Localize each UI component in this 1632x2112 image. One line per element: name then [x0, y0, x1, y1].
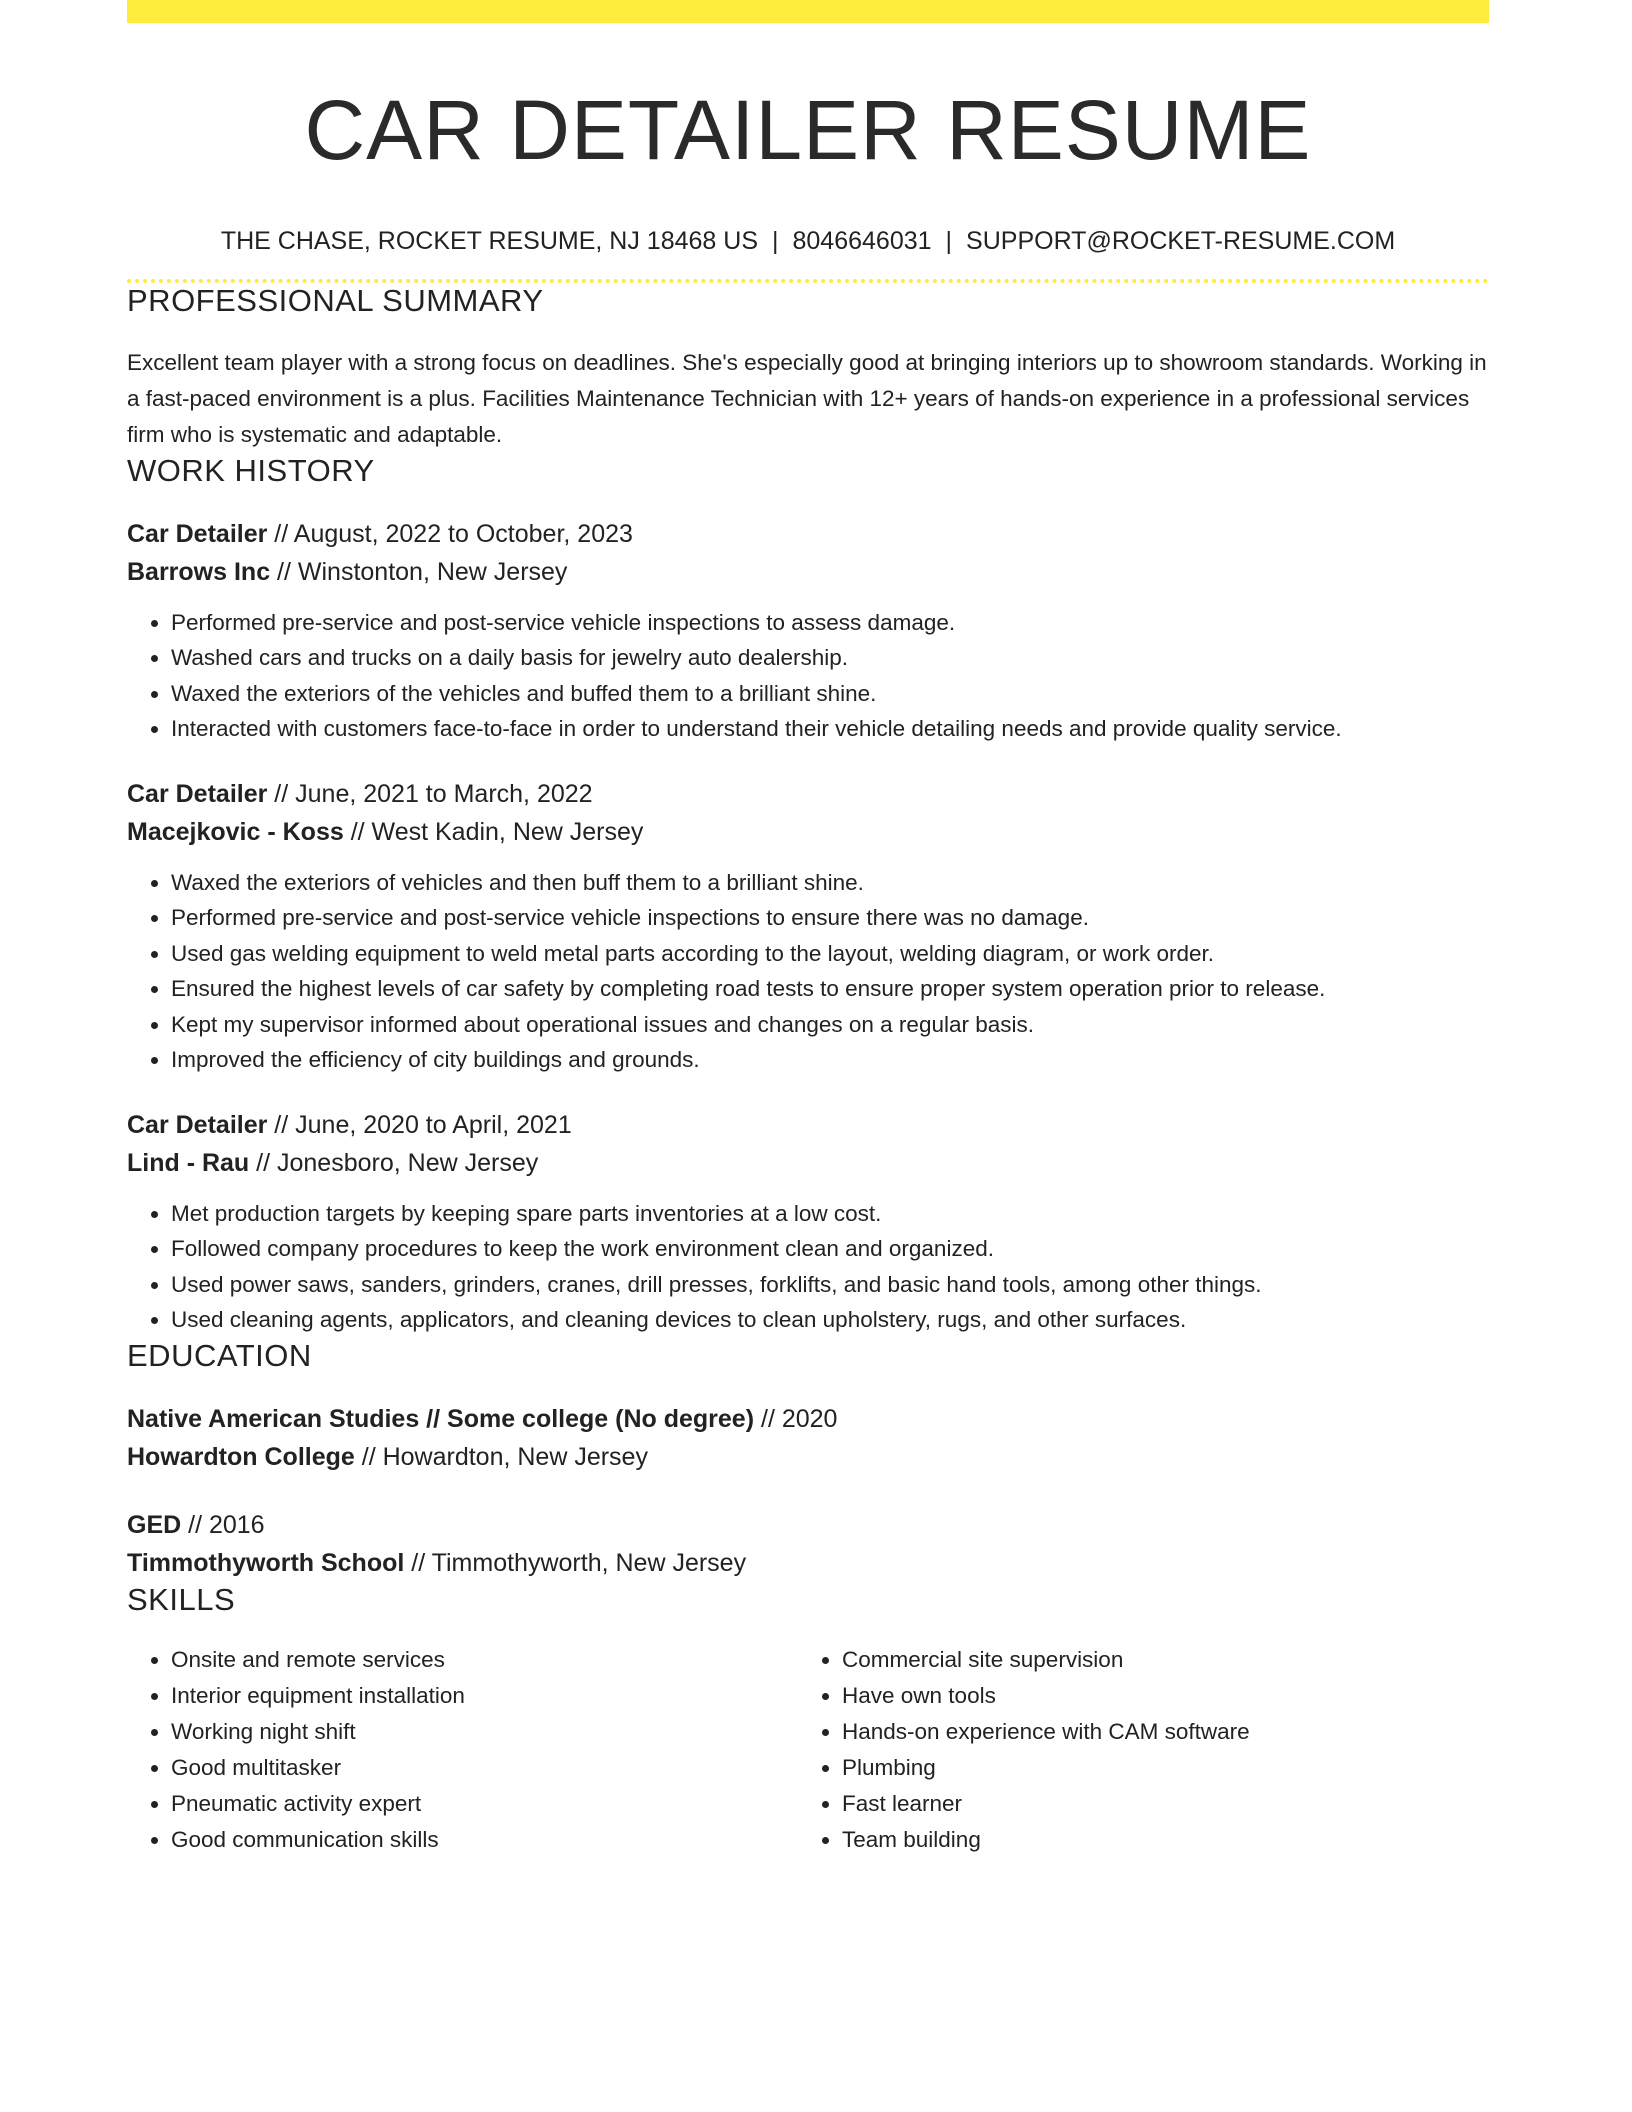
- skill-item: • Onsite and remote services: [171, 1642, 798, 1678]
- job-company: Lind - Rau: [127, 1148, 250, 1177]
- job-role: Car Detailer: [127, 1110, 268, 1139]
- job-dates: // June, 2021 to March, 2022: [267, 779, 593, 808]
- education-degree-line: [127, 1506, 1489, 1544]
- accent-top-bar: [127, 0, 1489, 23]
- list-item: • Met production targets by keeping spare parts inventories at a low cost.: [171, 1196, 1489, 1232]
- list-item: • Washed cars and trucks on a daily basis for jewelry auto dealership.: [171, 640, 1489, 676]
- education-degree: GED: [127, 1510, 182, 1539]
- job-role: Car Detailer: [127, 779, 268, 808]
- job-entry: [127, 1106, 1489, 1338]
- skill-item: • Team building: [842, 1822, 1469, 1858]
- education-school-line: [127, 1544, 1489, 1582]
- education-location: // Timmothyworth, New Jersey: [404, 1548, 747, 1577]
- list-item: • Waxed the exteriors of the vehicles and buffed them to a brilliant shine.: [171, 676, 1489, 712]
- skill-item: • Plumbing: [842, 1750, 1469, 1786]
- education-school: Timmothyworth School: [127, 1548, 405, 1577]
- contact-separator: |: [945, 226, 953, 255]
- education-year: // 2016: [181, 1510, 265, 1539]
- skill-item: • Good communication skills: [171, 1822, 798, 1858]
- resume-title: CAR DETAILER RESUME: [304, 83, 1312, 177]
- education-entry: [127, 1506, 1489, 1582]
- contact-line: [127, 225, 1489, 257]
- job-location: // West Kadin, New Jersey: [343, 817, 644, 846]
- summary-heading: PROFESSIONAL SUMMARY: [127, 282, 544, 318]
- skill-item: • Working night shift: [171, 1714, 798, 1750]
- list-item: • Used power saws, sanders, grinders, cranes, drill presses, forklifts, and basic hand tools, among other things.: [171, 1267, 1489, 1303]
- contact-separator: |: [772, 226, 779, 255]
- job-location: // Winstonton, New Jersey: [270, 557, 568, 586]
- job-title-line: [127, 515, 1489, 553]
- skills-list-right: [798, 1642, 1469, 1858]
- skill-item: • Hands-on experience with CAM software: [842, 1714, 1469, 1750]
- education-degree-line: [127, 1400, 1489, 1438]
- education-school: Howardton College: [127, 1442, 355, 1471]
- skills-columns: [127, 1642, 1489, 1858]
- education-location: // Howardton, New Jersey: [354, 1442, 648, 1471]
- contact-address: THE CHASE, ROCKET RESUME, NJ 18468 US: [220, 226, 758, 255]
- resume-page: [127, 0, 1489, 1858]
- job-duties-list: [127, 605, 1489, 747]
- list-item: • Interacted with customers face-to-face in order to understand their vehicle detailing needs and provide quality service.: [171, 711, 1489, 747]
- job-entry: [127, 515, 1489, 747]
- job-dates: // June, 2020 to April, 2021: [267, 1110, 572, 1139]
- list-item: • Performed pre-service and post-service vehicle inspections to assess damage.: [171, 605, 1489, 641]
- education-degree: Native American Studies // Some college (No degree): [127, 1404, 755, 1433]
- job-duties-list: [127, 1196, 1489, 1338]
- skills-heading: SKILLS: [127, 1581, 236, 1617]
- list-item: • Waxed the exteriors of vehicles and then buff them to a brilliant shine.: [171, 865, 1489, 901]
- education-school-line: [127, 1438, 1489, 1476]
- job-location: // Jonesboro, New Jersey: [249, 1148, 539, 1177]
- job-company: Barrows Inc: [127, 557, 271, 586]
- work-history-heading: WORK HISTORY: [127, 452, 375, 488]
- list-item: • Used gas welding equipment to weld metal parts according to the layout, welding diagram, or work order.: [171, 936, 1489, 972]
- job-role: Car Detailer: [127, 519, 268, 548]
- contact-phone: 8046646031: [792, 226, 932, 255]
- job-company-line: [127, 813, 1489, 851]
- skill-item: • Good multitasker: [171, 1750, 798, 1786]
- skills-list-left: [127, 1642, 798, 1858]
- list-item: • Performed pre-service and post-service vehicle inspections to ensure there was no damage.: [171, 900, 1489, 936]
- skill-item: • Fast learner: [842, 1786, 1469, 1822]
- skill-item: • Pneumatic activity expert: [171, 1786, 798, 1822]
- list-item: • Used cleaning agents, applicators, and cleaning devices to clean upholstery, rugs, and other surfaces.: [171, 1302, 1489, 1338]
- list-item: • Ensured the highest levels of car safety by completing road tests to ensure proper system operation prior to release.: [171, 971, 1489, 1007]
- list-item: • Kept my supervisor informed about operational issues and changes on a regular basis.: [171, 1007, 1489, 1043]
- job-duties-list: [127, 865, 1489, 1078]
- education-year: // 2020: [754, 1404, 838, 1433]
- job-entry: [127, 775, 1489, 1078]
- education-heading: EDUCATION: [127, 1337, 312, 1373]
- education-entry: [127, 1400, 1489, 1476]
- job-dates: // August, 2022 to October, 2023: [267, 519, 633, 548]
- job-title-line: [127, 1106, 1489, 1144]
- job-company: Macejkovic - Koss: [127, 817, 344, 846]
- skill-item: • Have own tools: [842, 1678, 1469, 1714]
- list-item: • Improved the efficiency of city buildings and grounds.: [171, 1042, 1489, 1078]
- job-company-line: [127, 553, 1489, 591]
- skill-item: • Interior equipment installation: [171, 1678, 798, 1714]
- summary-text: Excellent team player with a strong focus on deadlines. She's especially good at bringing interiors up to showroom standards. Working in a fast-paced environment is a plus. Facilities Maintenance Technician with 12+ years of hands-on experience in a professional services firm who is systematic and adaptable.: [127, 349, 1487, 447]
- job-title-line: [127, 775, 1489, 813]
- job-company-line: [127, 1144, 1489, 1182]
- contact-email: SUPPORT@ROCKET-RESUME.COM: [966, 226, 1396, 255]
- list-item: • Followed company procedures to keep the work environment clean and organized.: [171, 1231, 1489, 1267]
- skill-item: • Commercial site supervision: [842, 1642, 1469, 1678]
